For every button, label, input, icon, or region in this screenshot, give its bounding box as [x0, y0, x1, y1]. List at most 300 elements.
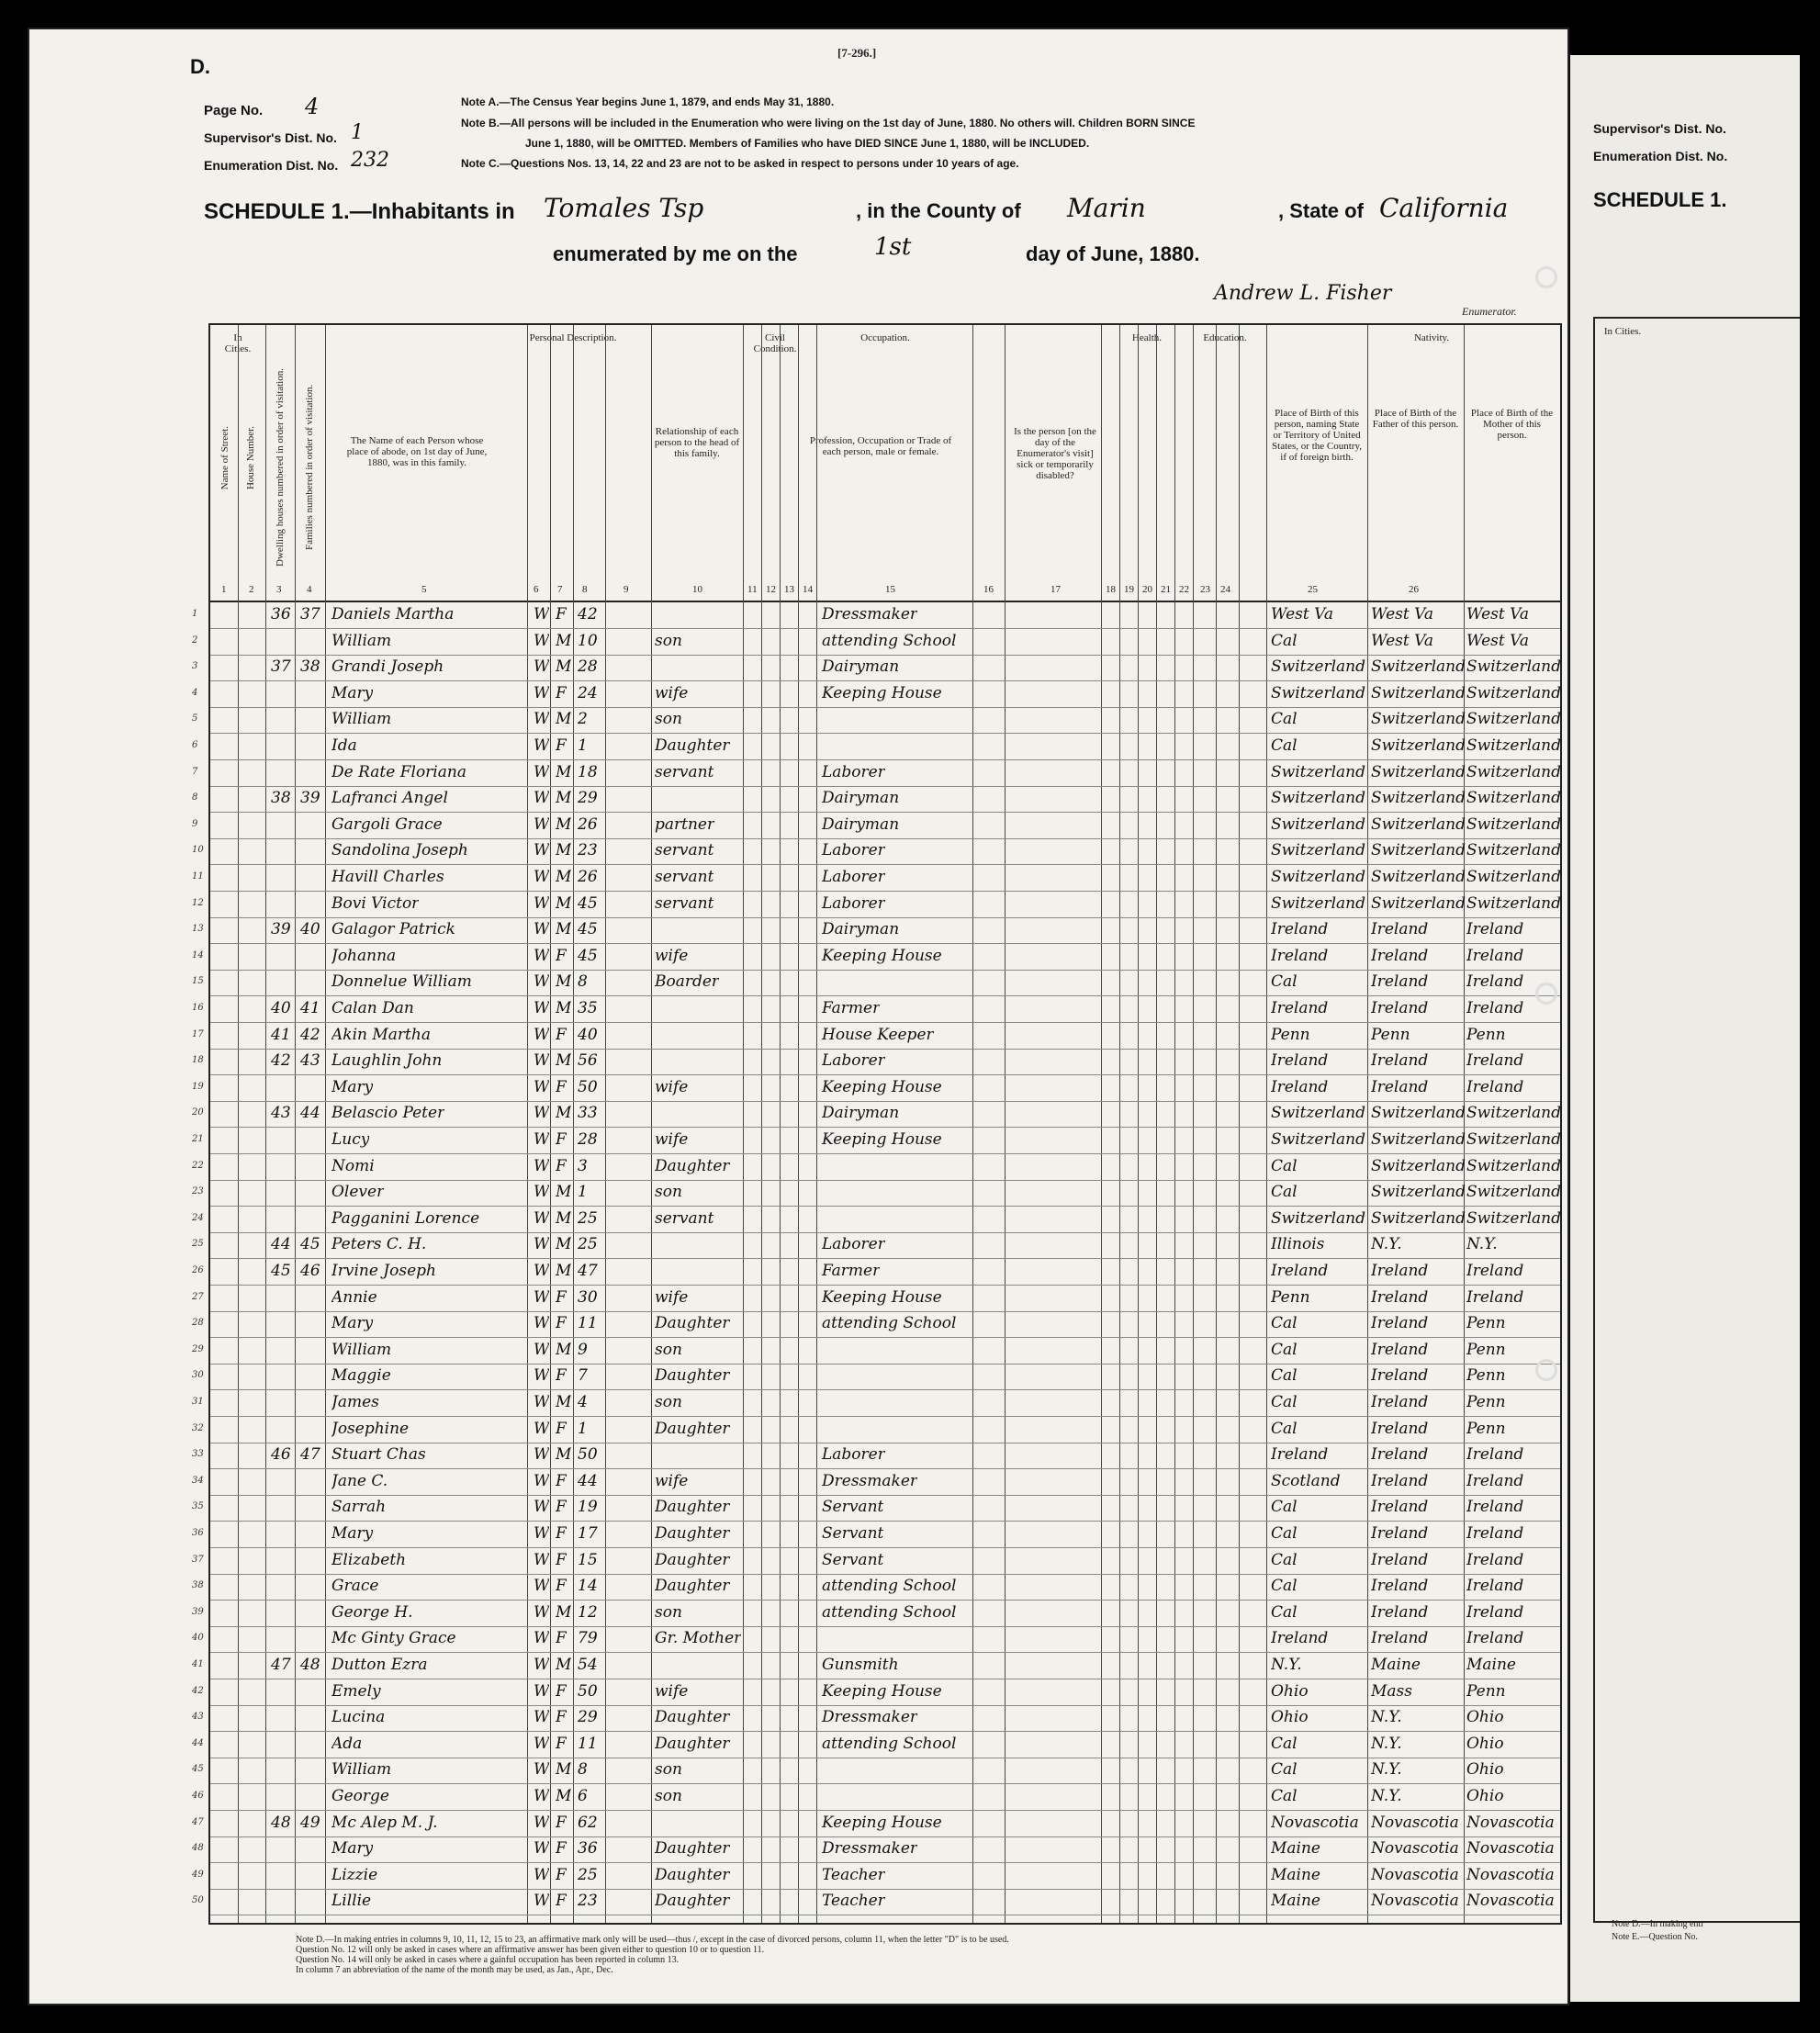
- sex-cell: F: [556, 1524, 567, 1543]
- table-row: [192, 1548, 1560, 1575]
- column-number: 20: [1142, 584, 1152, 595]
- table-row: [192, 1075, 1560, 1102]
- color-cell: W: [534, 789, 550, 808]
- birthplace-cell: West Va: [1271, 605, 1333, 623]
- person-name: De Rate Floriana: [331, 762, 466, 781]
- occupation-cell: Laborer: [822, 1445, 885, 1465]
- color-cell: W: [534, 710, 550, 729]
- table-row: [192, 865, 1562, 892]
- person-name: Ida: [331, 736, 357, 755]
- relationship-cell: Daughter: [655, 1419, 730, 1438]
- table-row: [192, 1574, 1560, 1601]
- color-cell: W: [534, 841, 550, 860]
- mother-birthplace-cell: Switzerland: [1466, 762, 1562, 781]
- table-row: [192, 1023, 1560, 1050]
- father-birthplace-cell: Ireland: [1371, 972, 1429, 992]
- occupation-cell: Dairyman: [822, 657, 900, 677]
- person-name: Galagor Patrick: [331, 920, 455, 939]
- occupation-cell: attending School: [822, 1602, 957, 1622]
- row-number: 49: [192, 1869, 204, 1880]
- color-cell: W: [534, 1471, 550, 1490]
- father-birthplace-cell: N.Y.: [1371, 1235, 1402, 1254]
- column-number: 21: [1161, 584, 1171, 595]
- table-row: [192, 1311, 1560, 1338]
- birthplace-cell: Novascotia: [1271, 1813, 1359, 1832]
- mother-birthplace-cell: Switzerland: [1466, 1104, 1562, 1123]
- sex-cell: M: [556, 1340, 572, 1359]
- occupation-cell: Keeping House: [822, 1813, 942, 1832]
- father-birthplace-cell: Switzerland: [1371, 736, 1466, 755]
- row-number: 22: [192, 1160, 204, 1171]
- mother-birthplace-cell: Switzerland: [1466, 1208, 1562, 1228]
- birthplace-cell: Cal: [1271, 1734, 1298, 1753]
- county-value: Marin: [1067, 193, 1146, 223]
- relationship-cell: Daughter: [655, 1734, 730, 1753]
- column-number: 9: [624, 584, 629, 595]
- sex-cell: M: [556, 1208, 572, 1228]
- table-row: [192, 1784, 1560, 1811]
- age-cell: 11: [578, 1734, 598, 1753]
- sex-cell: F: [556, 1156, 567, 1175]
- color-cell: W: [534, 999, 550, 1017]
- row-number: 28: [192, 1318, 204, 1329]
- birthplace-cell: Cal: [1271, 736, 1298, 755]
- age-cell: 25: [578, 1865, 598, 1884]
- civil-header: Civil Condition.: [753, 332, 797, 354]
- county-label: , in the County of: [856, 199, 1021, 222]
- table-row: [192, 1207, 1562, 1233]
- age-cell: 30: [578, 1287, 598, 1307]
- table-row: [192, 1679, 1560, 1706]
- age-cell: 18: [578, 762, 598, 781]
- sex-cell: M: [556, 762, 572, 781]
- state-label: , State of: [1278, 199, 1364, 222]
- table-row: [192, 970, 1560, 996]
- table-row: [192, 1338, 1560, 1365]
- birthplace-cell: Switzerland: [1271, 1208, 1366, 1228]
- table-header: [210, 325, 1560, 602]
- relationship-cell: Daughter: [655, 1839, 730, 1859]
- adjacent-page: [1570, 55, 1800, 2002]
- person-name: Maggie: [331, 1366, 391, 1386]
- dwelling-header: Dwelling houses numbered in order of visitation.: [275, 368, 286, 567]
- mother-birthplace-cell: Ohio: [1466, 1708, 1504, 1727]
- color-cell: W: [534, 1498, 550, 1517]
- color-cell: W: [534, 1287, 550, 1307]
- age-cell: 29: [578, 789, 598, 808]
- sex-cell: F: [556, 1130, 567, 1149]
- birthplace-cell: Cal: [1271, 1314, 1298, 1333]
- row-number: 12: [192, 897, 204, 908]
- color-cell: W: [534, 1077, 550, 1096]
- age-cell: 8: [578, 972, 588, 992]
- row-number: 26: [192, 1265, 204, 1275]
- row-number: 34: [192, 1475, 204, 1486]
- color-cell: W: [534, 1393, 550, 1411]
- person-name: Johanna: [331, 946, 397, 965]
- mother-birthplace-cell: Maine: [1466, 1656, 1516, 1674]
- color-cell: W: [534, 1051, 550, 1071]
- table-row: [192, 629, 1560, 656]
- dwelling-number: 47: [271, 1656, 291, 1674]
- color-cell: W: [534, 1366, 550, 1386]
- row-number: 17: [192, 1028, 204, 1039]
- birthplace-cell: Cal: [1271, 1602, 1298, 1622]
- person-name: William: [331, 1760, 392, 1780]
- row-number: 14: [192, 949, 204, 960]
- person-name: Grace: [331, 1577, 379, 1596]
- sex-cell: F: [556, 946, 567, 965]
- age-cell: 25: [578, 1235, 598, 1254]
- mother-birthplace-cell: Penn: [1466, 1340, 1506, 1359]
- birthplace-cell: Penn: [1271, 1287, 1310, 1307]
- column-number: 14: [803, 584, 813, 595]
- birthplace-cell: Ireland: [1271, 920, 1329, 939]
- table-row: [192, 1889, 1560, 1915]
- table-row: [192, 1758, 1560, 1784]
- mother-birthplace-cell: Switzerland: [1466, 814, 1562, 834]
- age-cell: 10: [578, 631, 598, 650]
- table-row: [192, 1653, 1560, 1679]
- relationship-cell: Boarder: [655, 972, 720, 992]
- sex-cell: M: [556, 972, 572, 992]
- note-c: Note C.—Questions Nos. 13, 14, 22 and 23 are not to be asked in respect to persons under 10 years of age.: [461, 157, 1019, 170]
- dwelling-number: 36: [271, 605, 291, 623]
- sex-cell: F: [556, 683, 567, 702]
- color-cell: W: [534, 657, 550, 677]
- person-name: Lucina: [331, 1708, 386, 1727]
- relationship-cell: son: [655, 1340, 682, 1359]
- birthplace-cell: Switzerland: [1271, 683, 1366, 702]
- adjacent-note-d: Note D.—In making entr: [1612, 1919, 1704, 1929]
- table-row: [192, 1390, 1560, 1417]
- row-number: 50: [192, 1895, 204, 1906]
- table-row: [192, 1049, 1560, 1075]
- birthplace-cell: Ireland: [1271, 999, 1329, 1017]
- father-birthplace-cell: Switzerland: [1371, 762, 1466, 781]
- person-name: Mary: [331, 1314, 374, 1333]
- occupation-cell: Laborer: [822, 841, 885, 860]
- father-birthplace-cell: Switzerland: [1371, 814, 1466, 834]
- occupation-cell: Laborer: [822, 762, 885, 781]
- person-name: Lafranci Angel: [331, 789, 448, 808]
- mother-birthplace-cell: Ohio: [1466, 1760, 1504, 1780]
- color-cell: W: [534, 946, 550, 965]
- mother-birthplace-cell: Ireland: [1466, 1524, 1524, 1543]
- age-cell: 44: [578, 1471, 598, 1490]
- binder-ring: [1535, 266, 1557, 288]
- birthplace-cell: Ireland: [1271, 1262, 1329, 1280]
- mother-birthplace-cell: West Va: [1466, 631, 1529, 650]
- family-number: 44: [300, 1104, 320, 1123]
- row-number: 16: [192, 1003, 204, 1013]
- mother-birthplace-cell: Penn: [1466, 1366, 1506, 1386]
- age-cell: 19: [578, 1498, 598, 1517]
- row-number: 3: [192, 661, 198, 672]
- father-birthplace-cell: West Va: [1371, 605, 1433, 623]
- sex-cell: M: [556, 1656, 572, 1674]
- table-row: [192, 1417, 1560, 1443]
- person-name: William: [331, 710, 392, 729]
- birthplace-cell: Cal: [1271, 1183, 1298, 1202]
- row-number: 47: [192, 1816, 204, 1827]
- color-cell: W: [534, 1262, 550, 1280]
- column-number: 26: [1409, 584, 1419, 595]
- color-cell: W: [534, 1130, 550, 1149]
- column-number: 11: [747, 584, 758, 595]
- age-cell: 29: [578, 1708, 598, 1727]
- age-cell: 11: [578, 1314, 598, 1333]
- color-cell: W: [534, 1314, 550, 1333]
- occupation-cell: Dairyman: [822, 1104, 900, 1123]
- birthplace-cell: Maine: [1271, 1839, 1320, 1859]
- father-birthplace-cell: Ireland: [1371, 1419, 1429, 1438]
- enumerator-label: Enumerator.: [1462, 305, 1517, 318]
- note-b-line2: June 1, 1880, will be OMITTED. Members of Families who have DIED SINCE June 1, 1880, will be INCLUDED.: [525, 137, 1090, 150]
- birthplace-cell: Switzerland: [1271, 841, 1366, 860]
- supervisor-label: Supervisor's Dist. No.: [204, 130, 337, 145]
- relationship-cell: Daughter: [655, 1314, 730, 1333]
- person-name: Pagganini Lorence: [331, 1208, 480, 1228]
- father-birthplace-cell: Ireland: [1371, 1524, 1429, 1543]
- birthplace-cell: Cal: [1271, 972, 1298, 992]
- person-name: Olever: [331, 1183, 385, 1202]
- relationship-cell: Daughter: [655, 736, 730, 755]
- table-row: [192, 734, 1562, 760]
- age-cell: 28: [578, 657, 598, 677]
- mother-birthplace-cell: Switzerland: [1466, 736, 1562, 755]
- sex-cell: F: [556, 1314, 567, 1333]
- birthplace-cell: Switzerland: [1271, 1130, 1366, 1149]
- father-birthplace-cell: N.Y.: [1371, 1708, 1402, 1727]
- row-number: 8: [192, 792, 198, 803]
- corner-letter: D.: [190, 55, 210, 78]
- person-name: Josephine: [331, 1419, 410, 1438]
- mother-birthplace-cell: Ireland: [1466, 1051, 1524, 1071]
- occupation-cell: Teacher: [822, 1865, 885, 1884]
- row-number: 35: [192, 1501, 204, 1512]
- mother-birthplace-cell: Novascotia: [1466, 1813, 1555, 1832]
- birthplace-cell: Ireland: [1271, 1051, 1329, 1071]
- father-birthplace-cell: Ireland: [1371, 1577, 1429, 1596]
- row-number: 18: [192, 1055, 204, 1066]
- color-cell: W: [534, 1208, 550, 1228]
- person-name: Sandolina Joseph: [331, 841, 468, 860]
- footer-line2: Question No. 12 will only be asked in cases where an affirmative answer has been given either to question 10 or to question 11.: [296, 1945, 765, 1955]
- birthplace-cell: Ireland: [1271, 946, 1329, 965]
- birthplace-cell: Switzerland: [1271, 814, 1366, 834]
- row-number: 15: [192, 976, 204, 987]
- relationship-cell: Daughter: [655, 1524, 730, 1543]
- person-name: Mary: [331, 683, 374, 702]
- relationship-cell: wife: [655, 1287, 689, 1307]
- column-number: 8: [582, 584, 588, 595]
- family-number: 38: [300, 657, 320, 677]
- birthplace-cell: Switzerland: [1271, 762, 1366, 781]
- table-row: [192, 760, 1562, 787]
- row-number: 46: [192, 1791, 204, 1801]
- binder-ring: [1535, 1359, 1557, 1381]
- table-row: [192, 602, 1560, 629]
- color-cell: W: [534, 1656, 550, 1674]
- mother-birthplace-cell: Ireland: [1466, 920, 1524, 939]
- age-cell: 42: [578, 605, 598, 623]
- color-cell: W: [534, 1734, 550, 1753]
- mother-birthplace-cell: Ireland: [1466, 1287, 1524, 1307]
- footer-line1: Note D.—In making entries in columns 9, 10, 11, 12, 15 to 23, an affirmative mark only will be used—thus /, except in the case of divorced persons, column 11, when the letter "D" is to be used.: [296, 1935, 1009, 1945]
- color-cell: W: [534, 1892, 550, 1911]
- sex-cell: M: [556, 1104, 572, 1123]
- person-name: Donnelue William: [331, 972, 472, 992]
- column-number: 12: [766, 584, 776, 595]
- column-number: 6: [534, 584, 539, 595]
- occupation-cell: Dressmaker: [822, 1471, 918, 1490]
- table-row: [192, 813, 1562, 839]
- age-cell: 1: [578, 1183, 588, 1202]
- table-row: [192, 1732, 1560, 1758]
- sex-cell: F: [556, 1077, 567, 1096]
- occupation-cell: Servant: [822, 1524, 884, 1543]
- health-group-header: Health.: [1131, 332, 1163, 343]
- person-name: Lucy: [331, 1130, 370, 1149]
- row-number: 4: [192, 687, 198, 698]
- occupation-cell: attending School: [822, 1577, 957, 1596]
- father-birthplace-cell: Ireland: [1371, 1262, 1429, 1280]
- state-value: California: [1379, 193, 1509, 223]
- sex-cell: M: [556, 1262, 572, 1280]
- father-birthplace-cell: Switzerland: [1371, 1104, 1466, 1123]
- mother-birthplace-cell: Ireland: [1466, 1498, 1524, 1517]
- row-number: 42: [192, 1685, 204, 1696]
- mother-birthplace-cell: Ireland: [1466, 1445, 1524, 1465]
- note-b-line1: Note B.—All persons will be included in the Enumeration who were living on the 1st day of June, 1880. No others will. Children BORN SINCE: [461, 117, 1196, 129]
- birthplace-cell: Cal: [1271, 1393, 1298, 1411]
- relationship-cell: Gr. Mother: [655, 1629, 742, 1648]
- dwelling-number: 37: [271, 657, 291, 677]
- mother-birthplace-cell: Novascotia: [1466, 1839, 1555, 1859]
- person-name: Peters C. H.: [331, 1235, 427, 1254]
- mother-birthplace-cell: Ohio: [1466, 1787, 1504, 1805]
- table-row: [192, 1180, 1562, 1207]
- color-cell: W: [534, 1183, 550, 1202]
- age-cell: 17: [578, 1524, 598, 1543]
- birthplace-cell: Switzerland: [1271, 657, 1366, 677]
- sex-cell: M: [556, 920, 572, 939]
- father-birthplace-cell: Switzerland: [1371, 1156, 1466, 1175]
- table-row: [192, 1811, 1560, 1837]
- row-number: 39: [192, 1606, 204, 1617]
- mother-birthplace-cell: Ireland: [1466, 1629, 1524, 1648]
- age-cell: 45: [578, 893, 598, 913]
- mother-birthplace-cell: Ireland: [1466, 1077, 1524, 1096]
- family-number: 45: [300, 1235, 320, 1254]
- color-cell: W: [534, 683, 550, 702]
- table-row: [192, 707, 1562, 734]
- row-number: 33: [192, 1449, 204, 1460]
- date-label: day of June, 1880.: [1026, 242, 1200, 265]
- birthplace-cell: Cal: [1271, 1366, 1298, 1386]
- mother-birthplace-cell: Penn: [1466, 1393, 1506, 1411]
- relationship-cell: wife: [655, 1130, 689, 1149]
- birthplace-cell: N.Y.: [1271, 1656, 1302, 1674]
- page-no-value: 4: [305, 94, 320, 119]
- color-cell: W: [534, 1025, 550, 1044]
- father-birthplace-cell: Ireland: [1371, 1051, 1429, 1071]
- table-row: [192, 892, 1562, 918]
- age-cell: 26: [578, 868, 598, 886]
- father-birthplace-cell: N.Y.: [1371, 1734, 1402, 1753]
- age-cell: 7: [578, 1366, 588, 1386]
- person-name: Calan Dan: [331, 999, 414, 1017]
- father-birthplace-cell: Ireland: [1371, 1471, 1429, 1490]
- birthplace-cell: Maine: [1271, 1865, 1320, 1884]
- sex-cell: F: [556, 736, 567, 755]
- father-birthplace-cell: Ireland: [1371, 1077, 1429, 1096]
- table-row: [192, 655, 1562, 681]
- enumeration-label: Enumeration Dist. No.: [204, 158, 339, 173]
- person-name: Emely: [331, 1681, 381, 1701]
- age-cell: 50: [578, 1077, 598, 1096]
- binder-ring: [1535, 983, 1557, 1005]
- dwelling-number: 41: [271, 1025, 291, 1044]
- mother-birthplace-cell: Switzerland: [1466, 841, 1562, 860]
- occupation-cell: Farmer: [822, 999, 881, 1017]
- column-number: 18: [1106, 584, 1116, 595]
- color-cell: W: [534, 1577, 550, 1596]
- occupation-cell: Dairyman: [822, 920, 900, 939]
- sex-cell: M: [556, 710, 572, 729]
- person-name: William: [331, 631, 392, 650]
- row-number: 36: [192, 1528, 204, 1538]
- house-number-header: House Number.: [245, 426, 256, 490]
- table-row: [192, 1259, 1560, 1286]
- age-cell: 56: [578, 1051, 598, 1071]
- mother-birthplace-cell: Switzerland: [1466, 657, 1562, 677]
- footer-notes: [296, 1935, 1535, 1975]
- relationship-cell: wife: [655, 946, 689, 965]
- father-birthplace-cell: Ireland: [1371, 1393, 1429, 1411]
- person-name: Mary: [331, 1524, 374, 1543]
- column-number: 10: [692, 584, 702, 595]
- adjacent-table: [1593, 317, 1800, 1923]
- color-cell: W: [534, 1760, 550, 1780]
- person-name: Dutton Ezra: [331, 1656, 428, 1674]
- sex-cell: M: [556, 1760, 572, 1780]
- age-cell: 4: [578, 1393, 588, 1411]
- person-name: Gargoli Grace: [331, 814, 443, 834]
- color-cell: W: [534, 972, 550, 992]
- color-cell: W: [534, 814, 550, 834]
- row-number: 41: [192, 1659, 204, 1669]
- person-name: Nomi: [331, 1156, 375, 1175]
- person-name: Daniels Martha: [331, 605, 455, 623]
- age-cell: 40: [578, 1025, 598, 1044]
- table-row: [192, 1101, 1562, 1128]
- relationship-cell: wife: [655, 1471, 689, 1490]
- family-number: 41: [300, 999, 320, 1017]
- sex-cell: F: [556, 1681, 567, 1701]
- occupation-cell: Laborer: [822, 1235, 885, 1254]
- occupation-cell: Keeping House: [822, 946, 942, 965]
- occupation-cell: Farmer: [822, 1262, 881, 1280]
- relationship-cell: Daughter: [655, 1865, 730, 1884]
- row-number: 45: [192, 1764, 204, 1775]
- table-row: [192, 1626, 1560, 1653]
- occupation-cell: Laborer: [822, 893, 885, 913]
- age-cell: 24: [578, 683, 598, 702]
- sex-cell: M: [556, 893, 572, 913]
- relationship-cell: son: [655, 1393, 682, 1411]
